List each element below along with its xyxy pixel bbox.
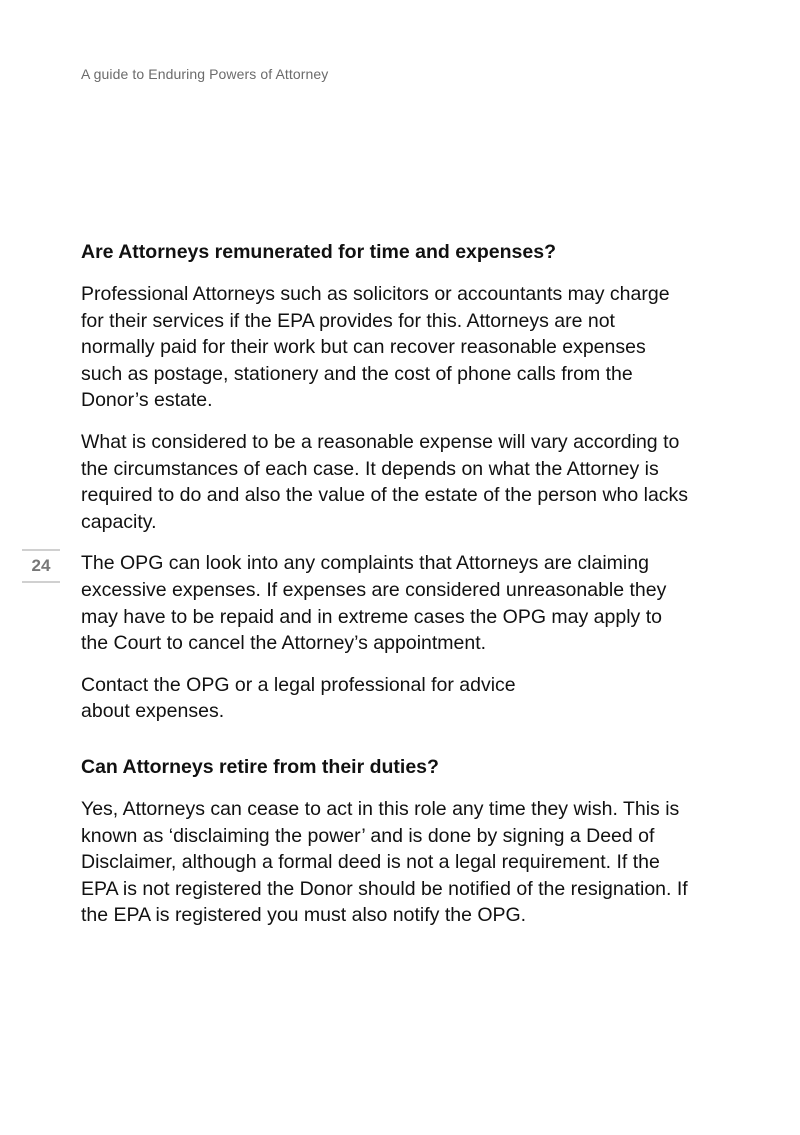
paragraph: Professional Attorneys such as solicitors or accountants may charge for their services if the EPA provides for this. Attorneys are not normally paid for their work but can recover reasonable expenses such as postage, stationery and the cost of phone calls from the Donor’s estate.: [81, 283, 670, 412]
running-header: A guide to Enduring Powers of Attorney: [81, 66, 329, 82]
page-body: [81, 238, 691, 944]
section-heading-remuneration: Are Attorneys remunerated for time and expenses?: [81, 241, 556, 263]
paragraph: Contact the OPG or a legal professional for advice about expenses.: [81, 673, 516, 723]
section-heading-retire: Can Attorneys retire from their duties?: [81, 755, 439, 778]
paragraph: The OPG can look into any complaints that Attorneys are claiming excessive expenses. If expenses are considered unreasonable they may have to be repaid and in extreme cases the OPG may apply to the Court to cancel the Attorney’s appointment.: [81, 552, 667, 655]
paragraph: Yes, Attorneys can cease to act in this role any time they wish. This is known as ‘disclaiming the power’ and is done by signing a Deed of Disclaimer, although a formal deed is not a legal requirement. If the EPA is not registered the Donor should be notified of the resignation. If the EPA is registered you must also notify the OPG.: [81, 797, 688, 927]
paragraph: What is considered to be a reasonable expense will vary according to the circumstances of each case. It depends on what the Attorney is required to do and also the value of the estate of the person who lacks capacity.: [81, 430, 689, 533]
page-number: 24: [22, 549, 60, 583]
